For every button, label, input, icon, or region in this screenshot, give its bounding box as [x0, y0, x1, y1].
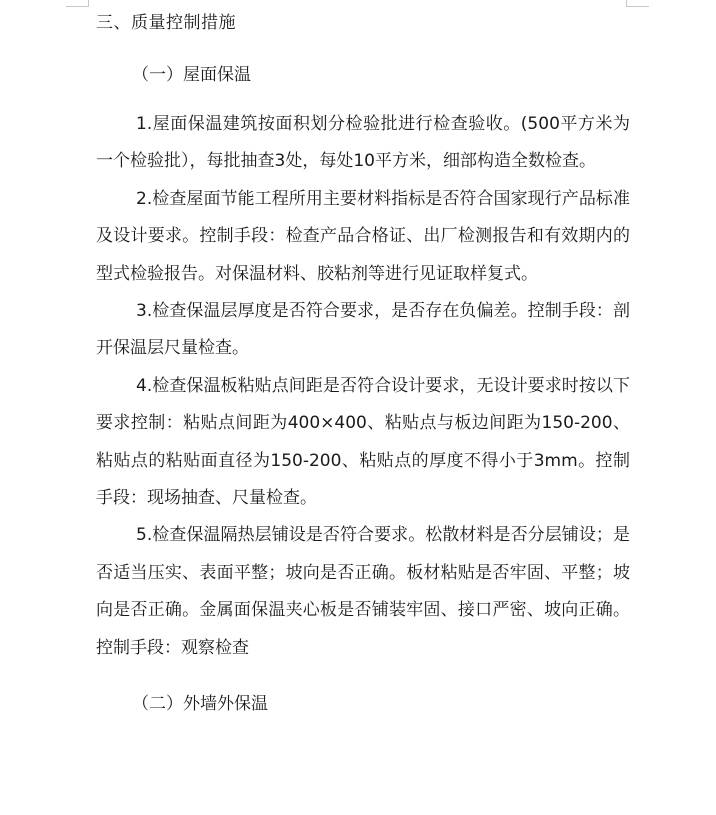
page-corner-mark-left — [66, 0, 89, 7]
paragraph-item-2: 2.检查屋面节能工程所用主要材料指标是否符合国家现行产品标准及设计要求。控制手段：检查产品合格证、出厂检测报告和有效期内的型式检验报告。对保温材料、胶粘剂等进行见证取样复式。 — [96, 188, 630, 284]
page-corner-mark-right — [626, 0, 649, 7]
section-title: 三、质量控制措施 — [96, 13, 236, 33]
paragraph-item-3: 3.检查保温层厚度是否符合要求，是否存在负偏差。控制手段：剖开保温层尺量检查。 — [96, 301, 630, 359]
paragraph-item-4: 4.检查保温板粘贴点间距是否符合设计要求，无设计要求时按以下要求控制：粘贴点间距为400×400、粘贴点与板边间距为150-200、粘贴点的粘贴面直径为150-200、粘贴点的厚度不得小于3mm。控制手段：现场抽查、尺量检查。 — [96, 375, 630, 509]
paragraph-item-1: 1.屋面保温建筑按面积划分检验批进行检查验收。(500平方米为一个检验批），每批抽查3处，每处10平方米，细部构造全数检查。 — [96, 114, 630, 172]
paragraph-item-5: 5.检查保温隔热层铺设是否符合要求。松散材料是否分层铺设；是否适当压实、表面平整；坡向是否正确。板材粘贴是否牢固、平整；坡向是否正确。金属面保温夹心板是否铺装牢固、接口严密、坡向正确。控制手段：观察检查 — [96, 525, 630, 658]
subsection-title-roof-insulation: （一）屋面保温 — [132, 65, 251, 85]
subsection-title-external-wall-insulation: （二）外墙外保温 — [132, 694, 268, 715]
document-body — [96, 8, 630, 719]
